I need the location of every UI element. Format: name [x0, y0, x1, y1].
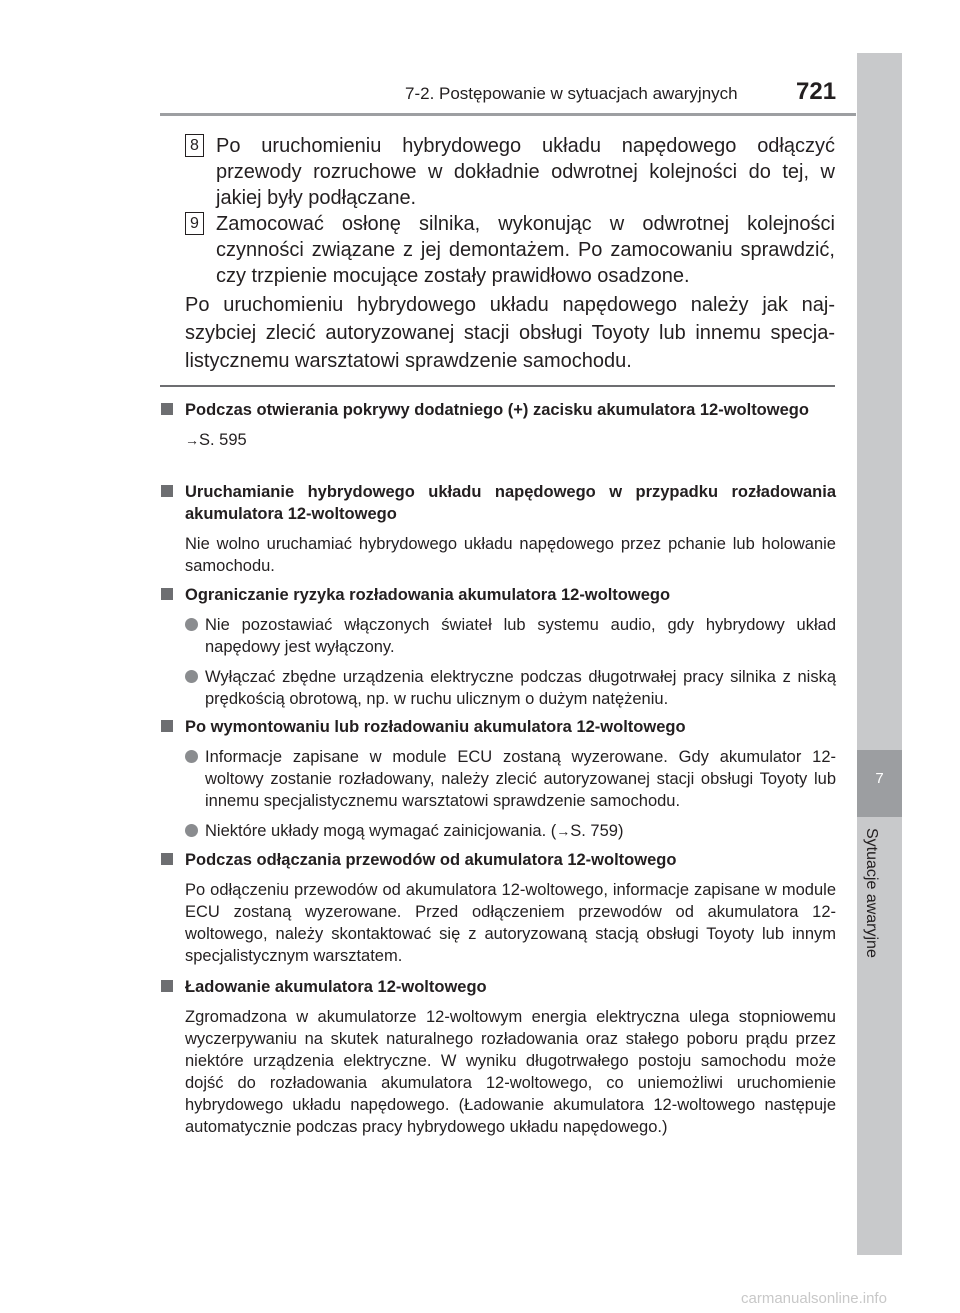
- section-after-removal: [160, 716, 836, 842]
- section-heading: [160, 976, 836, 998]
- square-bullet-icon: [161, 403, 173, 415]
- section-charging: [160, 976, 836, 1138]
- square-bullet-icon: [161, 980, 173, 992]
- side-tab: [857, 53, 902, 1255]
- bullet-item: [160, 666, 836, 710]
- section-body: Po odłączeniu przewodów od akumulatora 12-woltowego, informacje zapisane w module ECU zostaną wyzerowane. Przed odłączeniem przewodów od akumulatora 12-woltowego, należy skontaktować się z autoryzowaną stacją obsługi Toyoty lub innym specjalistycznym warsztatem.: [185, 881, 836, 965]
- arrow-right-icon: →: [185, 432, 199, 448]
- section-discharge-risk: [160, 584, 836, 710]
- step-text: Po uruchomieniu hybrydowego układu napędowego odłączyć przewody rozruchowe w dokładnie odwrotnej kolejności do tej, w jakiej były podłączane.: [216, 135, 835, 209]
- page-ref-text[interactable]: S. 759): [570, 822, 624, 840]
- chapter-number: 7: [875, 770, 884, 787]
- section-heading: [160, 481, 836, 525]
- section-disconnecting: [160, 849, 836, 967]
- section-divider: [160, 385, 835, 387]
- arrow-right-icon: →: [556, 823, 571, 839]
- bullet-text: Niektóre układy mogą wymagać zainicjowania. (: [205, 822, 557, 840]
- section-heading: [160, 716, 836, 738]
- bullet-text: Informacje zapisane w module ECU zostaną wyzerowane. Gdy akumulator 12-woltowy zostanie rozładowany, należy zlecić autoryzowanej stacji obsługi Toyoty lub innemu specjalistycznemu warsztatowi sprawdzenie samochodu.: [205, 748, 836, 810]
- section-heading-text: Po wymontowaniu lub rozładowaniu akumulatora 12-woltowego: [185, 718, 686, 736]
- section-heading: [160, 849, 836, 871]
- section-heading-text: Podczas otwierania pokrywy dodatniego (+) zacisku akumulatora 12-woltowego: [185, 401, 809, 419]
- round-bullet-icon: [185, 750, 198, 763]
- section-body: Zgromadzona w akumulatorze 12-woltowym energia elektryczna ulega stopniowemu wyczerpywaniu na skutek naturalnego rozładowania oraz stałego poboru prądu przez niektóre urządzenia elektryczne. W wyniku długotrwałego postoju samochodu może dojść do rozładowania akumulatora 12-woltowego, co uniemożliwi uruchomienie hybrydowego układu napędowego. (Ładowanie akumulatora 12-woltowego następuje automatycznie podczas pracy hybrydowego układu napędowego.): [185, 1008, 836, 1136]
- section-body: Nie wolno uruchamiać hybrydowego układu napędowego przez pchanie lub holowanie samochodu.: [185, 535, 836, 575]
- bullet-text: Wyłączać zbędne urządzenia elektryczne podczas długotrwałej pracy silnika z niską prędkością obrotową, np. w ruchu ulicznym o dużym natężeniu.: [205, 668, 836, 708]
- bullet-item: [160, 746, 836, 812]
- square-bullet-icon: [161, 853, 173, 865]
- header-rule: [160, 113, 856, 116]
- square-bullet-icon: [161, 485, 173, 497]
- step-text: Zamocować osłonę silnika, wykonując w odwrotnej kolejności czynności związane z jej demontażem. Po zamocowaniu sprawdzić, czy trzpienie mocujące zostały prawidłowo osadzone.: [216, 213, 835, 287]
- chapter-label: Sytuacje awaryjne: [863, 828, 880, 958]
- page-reference[interactable]: [160, 429, 836, 451]
- square-bullet-icon: [161, 588, 173, 600]
- watermark: carmanualsonline.info: [741, 1290, 887, 1307]
- section-starting-discharged: [160, 481, 836, 577]
- section-heading-text: Podczas odłączania przewodów od akumulatora 12-woltowego: [185, 851, 677, 869]
- page-number: 721: [796, 78, 837, 105]
- section-heading-text: Ograniczanie ryzyka rozładowania akumulatora 12-woltowego: [185, 586, 671, 604]
- header-title: 7-2. Postępowanie w sytuacjach awaryjnych: [405, 84, 738, 103]
- step-number-box: 9: [185, 212, 204, 235]
- bullet-item: [160, 820, 836, 842]
- section-heading: [160, 399, 836, 421]
- bullet-text: Nie pozostawiać włączonych świateł lub systemu audio, gdy hybrydowy układ napędowy jest wyłączony.: [205, 616, 836, 656]
- section-heading: [160, 584, 836, 606]
- step-9: [185, 211, 835, 289]
- step-number-box: 8: [185, 134, 204, 157]
- round-bullet-icon: [185, 670, 198, 683]
- step-8: [185, 133, 835, 211]
- page-ref-text: S. 595: [199, 431, 247, 449]
- bullet-item: [160, 614, 836, 658]
- square-bullet-icon: [161, 720, 173, 732]
- round-bullet-icon: [185, 824, 198, 837]
- section-heading-text: Uruchamianie hybrydowego układu napędowego w przypadku rozładowania akumulatora 12-woltowego: [185, 483, 836, 523]
- lead-paragraph: Po uruchomieniu hybrydowego układu napędowego należy jak najszybciej zlecić autoryzowanej stacji obsługi Toyoty lub innemu specjalistycznemu warsztatowi sprawdzenie samochodu.: [185, 294, 835, 372]
- round-bullet-icon: [185, 618, 198, 631]
- section-battery-terminal: [160, 399, 836, 451]
- section-heading-text: Ładowanie akumulatora 12-woltowego: [185, 978, 487, 996]
